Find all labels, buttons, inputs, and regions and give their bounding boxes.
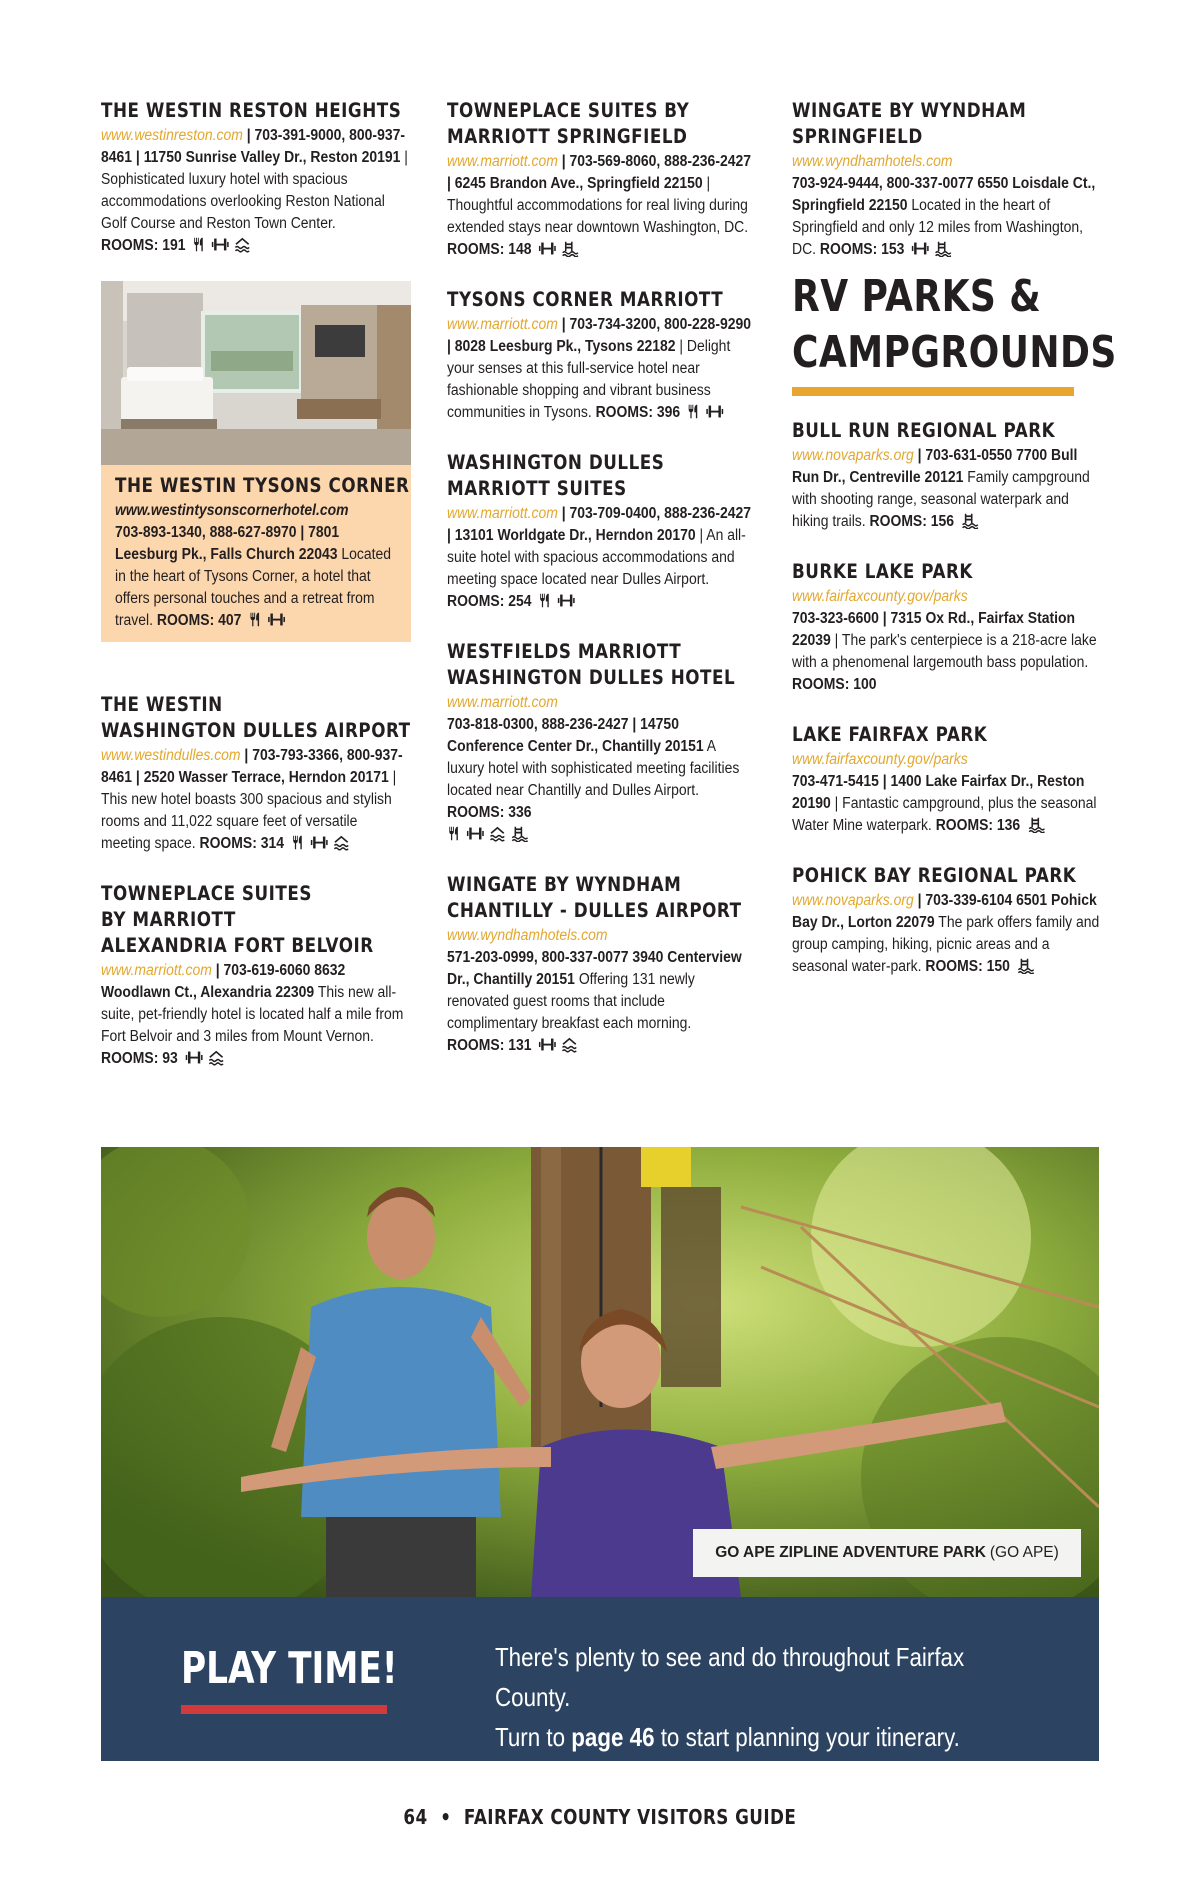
- listing-description: Family campground with shooting range, seasonal waterpark and hiking trails.: [792, 469, 1090, 530]
- listing-url[interactable]: www.wyndhamhotels.com: [792, 153, 953, 170]
- listing-description: This new all-suite, pet-friendly hotel is located half a mile from Fort Belvoir and 3 miles from Mount Vernon.: [101, 984, 404, 1045]
- listing-contact: 703-893-1340, 888-627-8970 | 7801 Leesburg Pk., Falls Church 22043: [115, 524, 340, 563]
- listing-contact: 571-203-0999, 800-337-0077 3940 Centerview Dr., Chantilly 20151: [447, 949, 742, 988]
- restaurant-icon: [687, 403, 702, 420]
- rooms-count: ROOMS: 396: [595, 404, 681, 421]
- column-hotels-1: [101, 98, 411, 1096]
- waterpark-icon: [961, 512, 981, 529]
- listing-title: BULL RUN REGIONAL PARK: [792, 419, 1056, 442]
- rooms-count: ROOMS: 131: [447, 1037, 532, 1054]
- waterpark-icon: [933, 240, 953, 257]
- listing-title: TYSONS CORNER MARRIOTT: [447, 288, 724, 311]
- listing-url[interactable]: www.marriott.com: [447, 694, 558, 711]
- fitness-icon: [184, 1049, 203, 1066]
- hotel-room-photo: [101, 281, 411, 465]
- pool-icon: [561, 1036, 579, 1053]
- listing-contact: 703-818-0300, 888-236-2427 | 14750 Conference Center Dr., Chantilly 20151: [447, 716, 704, 755]
- fitness-icon: [466, 825, 485, 842]
- listing-description: | Delight your senses at this full-service hotel near fashionable shopping and vibrant business communities in Tysons.: [447, 338, 731, 421]
- listing-burke-lake: [792, 559, 1102, 696]
- rooms-count: ROOMS: 191: [101, 237, 186, 254]
- listing-title: TOWNEPLACE SUITES BY MARRIOTT ALEXANDRIA FORT BELVOIR: [101, 882, 374, 957]
- restaurant-icon: [538, 592, 553, 609]
- listing-url[interactable]: www.fairfaxcounty.gov/parks: [792, 588, 968, 605]
- listing-description: Located in the heart of Tysons Corner, a hotel that offers personal touches and a retreat from travel.: [115, 546, 392, 629]
- listing-title: POHICK BAY REGIONAL PARK: [792, 864, 1077, 887]
- listing-title: WESTFIELDS MARRIOTT WASHINGTON DULLES HOTEL: [447, 640, 736, 689]
- listing-description: | This new hotel boasts 300 spacious and stylish rooms and 11,022 square feet of versatile meeting space.: [101, 769, 397, 852]
- listing-tysons-marriott: [447, 287, 757, 424]
- listing-description: | Sophisticated luxury hotel with spacious accommodations overlooking Reston National Golf Course and Reston Town Center.: [101, 149, 408, 232]
- restaurant-icon: [291, 834, 306, 851]
- listing-title: WINGATE BY WYNDHAM CHANTILLY - DULLES AIRPORT: [447, 873, 742, 922]
- listing-title: BURKE LAKE PARK: [792, 560, 973, 583]
- banner-rule: [181, 1705, 387, 1714]
- listing-title: THE WESTIN RESTON HEIGHTS: [101, 99, 402, 122]
- listing-title: WINGATE BY WYNDHAM SPRINGFIELD: [792, 99, 1027, 148]
- listing-contact: 703-924-9444, 800-337-0077 6550 Loisdale Ct., Springfield 22150: [792, 175, 1096, 214]
- page-number: 64: [403, 1805, 428, 1829]
- fitness-icon: [911, 240, 930, 257]
- listing-description: Offering 131 newly renovated guest rooms that include complimentary breakfast each morning.: [447, 971, 695, 1032]
- page-reference-link[interactable]: page 46: [571, 1722, 655, 1752]
- rooms-count: ROOMS: 148: [447, 241, 532, 258]
- listing-url[interactable]: www.marriott.com: [447, 153, 558, 170]
- column-hotels-2: [447, 98, 757, 1083]
- listing-wingate-springfield: [792, 98, 1102, 261]
- section-rule: [792, 387, 1074, 396]
- section-title-rv-parks: RV PARKS & CAMPGROUNDS: [792, 271, 1117, 378]
- fitness-icon: [706, 403, 725, 420]
- rooms-count: ROOMS: 314: [199, 835, 284, 852]
- column-hotels-3: [792, 98, 1117, 1004]
- rooms-count: ROOMS: 254: [447, 593, 532, 610]
- rooms-count: ROOMS: 336: [447, 804, 532, 821]
- page-footer: [0, 1805, 1200, 1829]
- fitness-icon: [309, 834, 328, 851]
- waterpark-icon: [561, 240, 581, 257]
- listing-title: TOWNEPLACE SUITES BY MARRIOTT SPRINGFIELD: [447, 99, 690, 148]
- listing-title: WASHINGTON DULLES MARRIOTT SUITES: [447, 451, 665, 500]
- listing-contact: | 703-709-0400, 888-236-2427 | 13101 Worldgate Dr., Herndon 20170: [447, 505, 752, 544]
- rooms-count: ROOMS: 407: [156, 612, 242, 629]
- listing-description: Located in the heart of Springfield and only 12 miles from Washington, DC.: [792, 197, 1084, 258]
- fitness-icon: [538, 1036, 557, 1053]
- listing-url[interactable]: www.westinreston.com: [101, 127, 243, 144]
- listing-westfields-marriott: [447, 639, 757, 846]
- photo-caption: GO APE ZIPLINE ADVENTURE PARK (GO APE): [693, 1529, 1081, 1577]
- listing-url[interactable]: www.marriott.com: [447, 505, 558, 522]
- listing-lake-fairfax: [792, 722, 1102, 837]
- rooms-count: ROOMS: 93: [101, 1050, 178, 1067]
- fitness-icon: [557, 592, 576, 609]
- bullet: •: [440, 1805, 452, 1829]
- listing-bull-run: [792, 418, 1102, 533]
- restaurant-icon: [447, 825, 462, 842]
- listing-wingate-chantilly: [447, 872, 757, 1057]
- fitness-icon: [267, 611, 286, 628]
- restaurant-icon: [192, 236, 207, 253]
- listing-westin-reston: [101, 98, 411, 257]
- rooms-count: ROOMS: 100: [792, 676, 877, 693]
- pool-icon: [488, 825, 506, 842]
- zipline-photo: [101, 1147, 1099, 1597]
- waterpark-icon: [1027, 816, 1047, 833]
- listing-url[interactable]: www.marriott.com: [447, 316, 558, 333]
- listing-description: | Fantastic campground, plus the seasonal Water Mine waterpark.: [792, 795, 1097, 834]
- listing-title: THE WESTIN TYSONS CORNER: [115, 474, 410, 497]
- banner-text: There's plenty to see and do throughout Fairfax County. Turn to page 46 to start planning your itinerary.: [495, 1642, 965, 1752]
- pool-icon: [233, 236, 251, 253]
- listing-url[interactable]: www.wyndhamhotels.com: [447, 927, 608, 944]
- listing-dulles-marriott-suites: [447, 450, 757, 613]
- listing-westin-tysons: [101, 465, 411, 642]
- listing-description: | The park's centerpiece is a 218-acre lake with a phenomenal largemouth bass population.: [792, 632, 1097, 671]
- waterpark-icon: [510, 825, 530, 842]
- publication-name: FAIRFAX COUNTY VISITORS GUIDE: [464, 1805, 797, 1829]
- listing-url[interactable]: www.westintysonscornerhotel.com: [115, 502, 349, 519]
- listing-contact: 703-471-5415 | 1400 Lake Fairfax Dr., Reston 20190: [792, 773, 1085, 812]
- rooms-count: ROOMS: 150: [925, 958, 1010, 975]
- listing-contact: | 703-391-9000, 800-937-8461 | 11750 Sunrise Valley Dr., Reston 20191: [101, 127, 406, 166]
- listing-contact: | 703-793-3366, 800-937-8461 | 2520 Wasser Terrace, Herndon 20171: [101, 747, 403, 786]
- rooms-count: ROOMS: 136: [935, 817, 1021, 834]
- pool-icon: [332, 834, 350, 851]
- listing-contact: | 703-734-3200, 800-228-9290 | 8028 Leesburg Pk., Tysons 22182: [447, 316, 752, 355]
- listing-url[interactable]: www.westindulles.com: [101, 747, 241, 764]
- play-time-banner: [101, 1597, 1099, 1761]
- listing-contact: | 703-631-0550 7700 Bull Run Dr., Centreville 20121: [792, 447, 1078, 486]
- listing-contact: 703-323-6600 | 7315 Ox Rd., Fairfax Station 22039: [792, 610, 1076, 649]
- listing-url[interactable]: www.novaparks.org: [792, 447, 914, 464]
- rooms-count: ROOMS: 153: [819, 241, 905, 258]
- listing-pohick-bay: [792, 863, 1102, 978]
- fitness-icon: [538, 240, 557, 257]
- restaurant-icon: [248, 611, 263, 628]
- listing-westin-dulles: [101, 692, 411, 855]
- listing-description: The park offers family and group camping, hiking, picnic areas and a seasonal water-park.: [792, 914, 1100, 975]
- listing-description: | An all-suite hotel with spacious accommodations and meeting space located near Dulles Airport.: [447, 527, 746, 588]
- waterpark-icon: [1016, 957, 1036, 974]
- listing-description: A luxury hotel with sophisticated meeting facilities located near Chantilly and Dulles Airport.: [447, 738, 740, 799]
- listing-towneplace-springfield: [447, 98, 757, 261]
- pool-icon: [207, 1049, 225, 1066]
- listing-towneplace-belvoir: [101, 881, 411, 1070]
- listing-title: THE WESTIN WASHINGTON DULLES AIRPORT: [101, 693, 411, 742]
- rooms-count: ROOMS: 156: [869, 513, 955, 530]
- listing-url[interactable]: www.fairfaxcounty.gov/parks: [792, 751, 968, 768]
- listing-url[interactable]: www.marriott.com: [101, 962, 212, 979]
- listing-contact: | 703-339-6104 6501 Pohick Bay Dr., Lorton 22079: [792, 892, 1097, 931]
- listing-contact: | 703-619-6060 8632 Woodlawn Ct., Alexandria 22309: [101, 962, 346, 1001]
- fitness-icon: [211, 236, 230, 253]
- listing-description: | Thoughtful accommodations for real living during extended stays near downtown Washington, DC.: [447, 175, 749, 236]
- listing-url[interactable]: www.novaparks.org: [792, 892, 914, 909]
- banner-title: PLAY TIME!: [181, 1643, 398, 1694]
- listing-contact: | 703-569-8060, 888-236-2427 | 6245 Brandon Ave., Springfield 22150: [447, 153, 752, 192]
- listing-title: LAKE FAIRFAX PARK: [792, 723, 988, 746]
